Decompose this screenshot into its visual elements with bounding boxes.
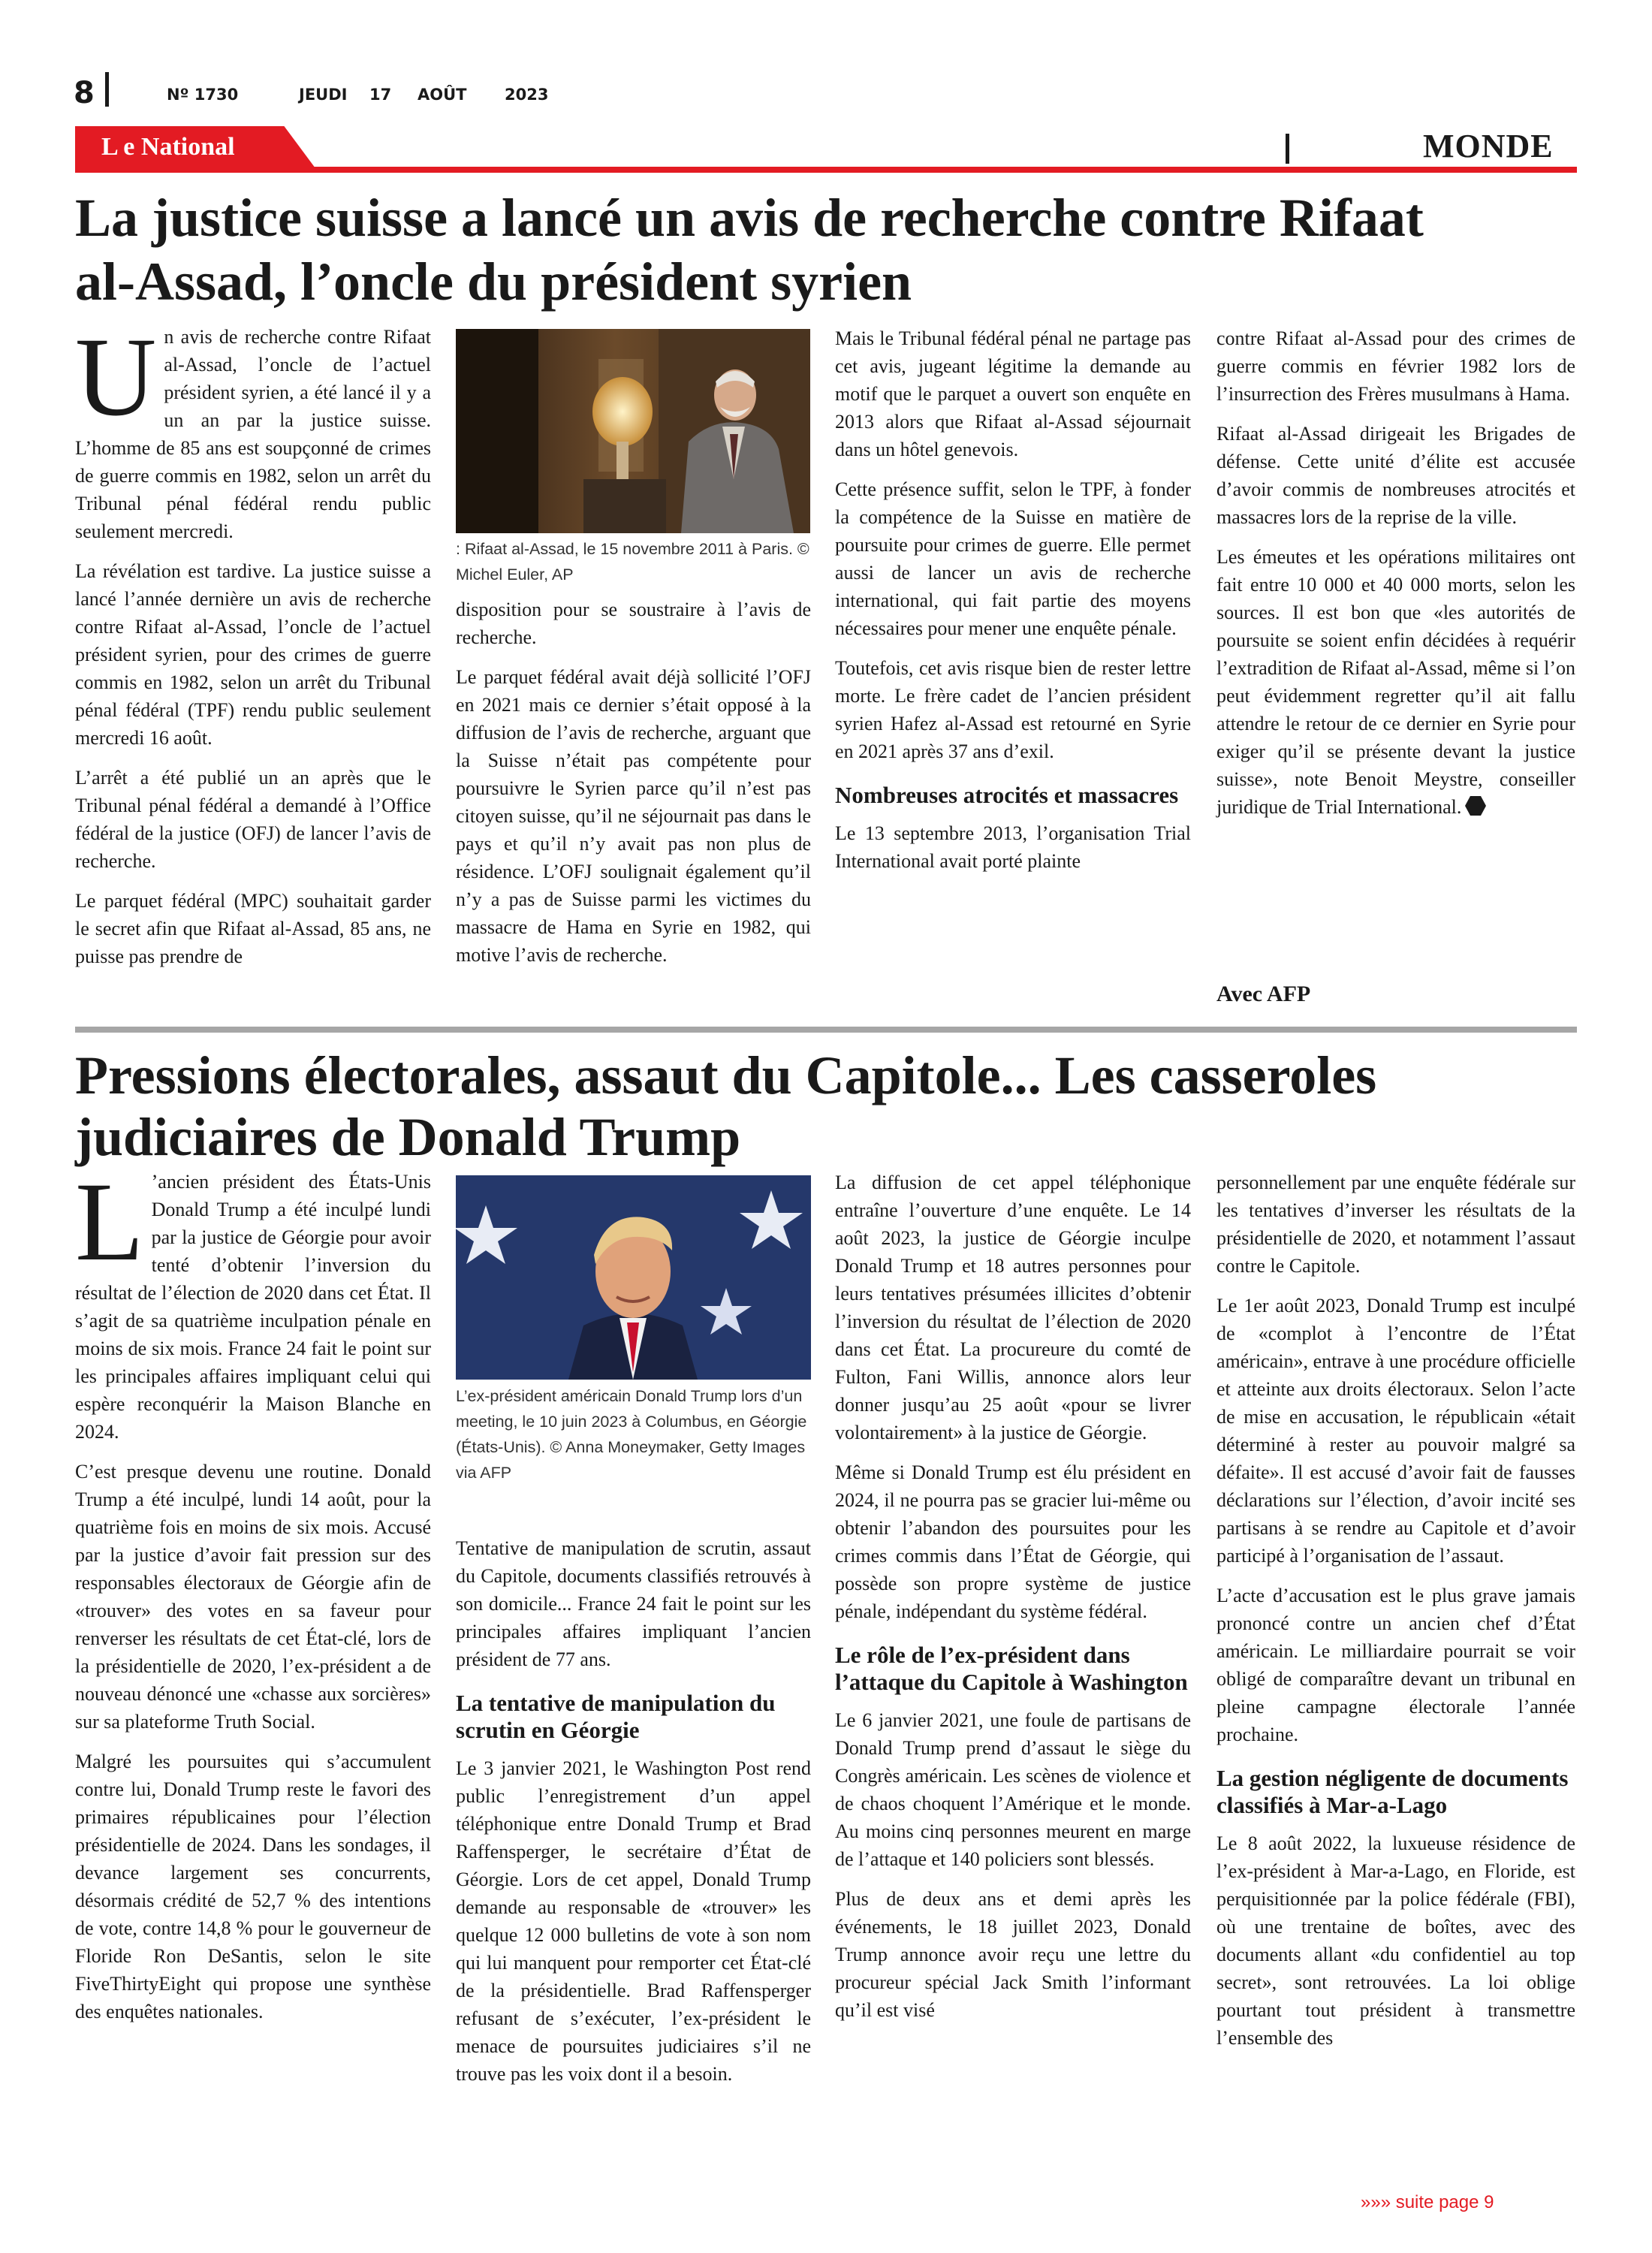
article1-column-3 xyxy=(835,324,1191,887)
article1-paragraph: Toutefois, cet avis risque bien de rester lettre morte. Le frère cadet de l’ancien président syrien Hafez al-Assad est retourné en Syrie en 2021 après 37 ans d’exil. xyxy=(835,657,1191,762)
article2-subheading: La gestion négligente de documents classifiés à Mar-a-Lago xyxy=(1216,1765,1569,1818)
article1-drop-cap: U xyxy=(75,315,157,439)
article1-paragraph: La révélation est tardive. La justice suisse a lancé l’année dernière un avis de recherche contre Rifaat al-Assad, l’oncle de l’actuel président syrien, pour des crimes de guerre commis en 1982, selon un arrêt du Tribunal pénal fédéral (TPF) rendu public seulement mercredi 16 août. xyxy=(75,560,431,749)
article2-paragraph: Le 1er août 2023, Donald Trump est inculpé de «complot à l’encontre de l’État américain», entrave à une procédure officielle et atteinte aux droits électoraux. Selon l’acte de mise en accusation, le républicain «était déterminé à rester au pouvoir malgré sa défaite». Il est accusé d’avoir fait de fausses déclarations sur l’élection, d’avoir incité ses partisans à se rendre au Capitole et d’avoir participé à l’organisation de l’assaut. xyxy=(1216,1295,1575,1567)
article2-paragraph: Le 6 janvier 2021, une foule de partisans de Donald Trump prend d’assaut le siège du Congrès américain. Les scènes de violence et de chaos choquent l’Amérique et le monde. Au moins cinq personnes meurent en marge de l’attaque et 140 policiers sont blessés. xyxy=(835,1709,1191,1870)
article2-column-4 xyxy=(1216,1169,1575,2064)
article2-paragraph: personnellement par une enquête fédérale sur les tentatives d’inverser les résultats de la présidentielle de 2020, et notamment l’assaut contre le Capitole. xyxy=(1216,1172,1575,1277)
article2-paragraph: Plus de deux ans et demi après les événements, le 18 juillet 2023, Donald Trump annonce avoir reçu une lettre du procureur spécial Jack Smith l’informant qu’il est visé xyxy=(835,1888,1191,2021)
article2-paragraph: Même si Donald Trump est élu président en 2024, il ne pourra pas se gracier lui-même ou obtenir l’abandon des poursuites pour les crimes commis dans l’État de Géorgie, qui possède son propre système de justice pénale, indépendant du système fédéral. xyxy=(835,1461,1191,1622)
publication-name: L e National xyxy=(101,133,235,161)
article2-paragraph: L’acte d’accusation est le plus grave jamais prononcé contre un ancien chef d’État américain. Le milliardaire pourrait se voir obligé de comparaître devant un tribunal en pleine campagne électorale l’année prochaine. xyxy=(1216,1585,1575,1745)
article1-column-2 xyxy=(456,596,811,981)
article1-paragraph: Le parquet fédéral (MPC) souhaitait garder le secret afin que Rifaat al-Assad, 85 ans, ne puisse pas prendre de xyxy=(75,890,431,967)
article1-paragraph: n avis de recherche contre Rifaat al-Assad, l’oncle de l’actuel président syrien, a été lancé il y a un an par la justice suisse. L’homme de 85 ans est soupçonné de crimes de guerre commis en 1982, selon un arrêt du Tribunal pénal fédéral rendu public seulement mercredi. xyxy=(75,326,431,542)
article1-closing-text: Les émeutes et les opérations militaires ont fait entre 10 000 et 40 000 morts, selon les sources. Il est bon que «les autorités de poursuite se soient enfin décidées à requérir l’extradition de Rifaat al-Assad, même si l’on peut évidemment regretter qu’il ait fallu attendre le retour de ce dernier en Syrie pour exiger qu’il se présente devant la justice suisse», note Benoit Meystre, conseiller juridique de Trial International. xyxy=(1216,546,1575,818)
issue-year: 2023 xyxy=(505,86,549,104)
article1-headline-line2: al-Assad, l’oncle du président syrien xyxy=(75,252,912,312)
article2-subheading: Le rôle de l’ex-président dans l’attaque du Capitole à Washington xyxy=(835,1642,1188,1695)
issue-month: AOÛT xyxy=(418,86,467,104)
article1-paragraph: disposition pour se soustraire à l’avis de recherche. xyxy=(456,599,811,648)
article1-paragraph: L’arrêt a été publié un an après que le Tribunal pénal fédéral a demandé à l’Office fédéral de la justice (OFJ) de lancer l’avis de recherche. xyxy=(75,767,431,872)
folio-divider xyxy=(105,72,109,107)
article2-paragraph: ’ancien président des États-Unis Donald Trump a été inculpé lundi par la justice de Géorgie pour avoir tenté d’obtenir l’inversion du résultat de l’élection de 2020 dans cet État. Il s’agit de sa quatrième inculpation pénale en moins de six mois. France 24 fait le point sur les principales affaires impliquant celui qui espère reconquérir la Maison Blanche en 2024. xyxy=(75,1171,431,1443)
article2-paragraph: C’est presque devenu une routine. Donald Trump a été inculpé, lundi 14 août, pour la quatrième fois en moins de six mois. Accusé par la justice d’avoir fait pression sur des responsables électoraux de Géorgie afin de «trouver» des votes en sa faveur pour renverser les résultats de cet État-clé, lors de la présidentielle de 2020, l’ex-président a de nouveau dénoncé une «chasse aux sorcières» sur sa plateforme Truth Social. xyxy=(75,1461,431,1733)
article1-paragraph: Rifaat al-Assad dirigeait les Brigades de défense. Cette unité d’élite est accusée d’avoir commis de nombreuses atrocités et massacres lors de la reprise de la ville. xyxy=(1216,423,1575,528)
portrait-photo-icon xyxy=(456,329,810,533)
section-title: MONDE xyxy=(1423,128,1554,164)
article1-paragraph: Le parquet fédéral avait déjà sollicité l’OFJ en 2021 mais ce dernier s’était opposé à la diffusion de l’avis de recherche, arguant que la Suisse n’était pas compétente pour poursuivre le Syrien parce qu’il n’est pas citoyen suisse, qu’il ne séjournait pas dans le pays et qu’il n’y avait pas non plus de résidence. L’OFJ soulignait également qu’il n’y a pas de Suisse parmi les victimes du massacre de Hama en Syrie en 1982, qui motive l’avis de recherche. xyxy=(456,666,811,966)
end-of-article-hexagon-icon xyxy=(1464,795,1487,816)
article2-column-1 xyxy=(75,1160,431,2037)
article1-subheading: Nombreuses atrocités et massacres xyxy=(835,782,1179,808)
article2-subheading: La tentative de manipulation du scrutin en Géorgie xyxy=(456,1690,776,1743)
section-divider xyxy=(1286,134,1289,164)
article1-paragraph: Mais le Tribunal fédéral pénal ne partage pas cet avis, jugeant légitime la demande au motif que le parquet a ouvert son enquête en 2013 alors que Rifaat al-Assad séjournait dans un hôtel genevois. xyxy=(835,327,1191,460)
article1-paragraph: Cette présence suffit, selon le TPF, à fonder la compétence de la Suisse en matière de poursuite pour crimes de guerre. Elle permet aussi de lancer un avis de recherche international, qui fait partie des moyens nécessaires pour mener une enquête pénale. xyxy=(835,478,1191,639)
article-separator xyxy=(75,1027,1577,1033)
issue-weekday: JEUDI xyxy=(299,86,348,104)
article2-paragraph: Tentative de manipulation de scrutin, assaut du Capitole, documents classifiés retrouvés à son domicile... France 24 fait le point sur les principales affaires impliquant l’ancien président de 77 ans. xyxy=(456,1537,811,1670)
article2-column-2 xyxy=(456,1534,811,2100)
article2-paragraph: Le 8 août 2022, la luxueuse résidence de l’ex-président à Mar-a-Lago, en Floride, est perquisitionnée par la police fédérale (FBI), où une trentaine de boîtes, avec des documents allant «du confidentiel au top secret», sont retrouvées. La loi oblige pourtant tout président à transmettre l’ensemble des xyxy=(1216,1832,1575,2049)
article2-headline-line2: judiciaires de Donald Trump xyxy=(75,1107,741,1167)
article2-photo-caption: L’ex-président américain Donald Trump lors d’un meeting, le 10 juin 2023 à Columbus, en Géorgie (États-Unis). © Anna Moneymaker, Getty Images via AFP xyxy=(456,1387,807,1482)
article2-paragraph: Malgré les poursuites qui s’accumulent contre lui, Donald Trump reste le favori des primaires républicaines pour l’élection présidentielle de 2024. Dans les sondages, il devance largement ses concurrents, désormais crédité de 52,7 % des intentions de vote, contre 14,8 % pour le gouverneur de Floride Ron DeSantis, selon le site FiveThirtyEight qui propose une synthèse des enquêtes nationales. xyxy=(75,1751,431,2022)
page-number: 8 xyxy=(74,76,95,110)
article2-photo xyxy=(456,1175,811,1380)
article2-drop-cap: L xyxy=(75,1160,144,1284)
article2-paragraph: Le 3 janvier 2021, le Washington Post rend public l’enregistrement d’un appel téléphonique entre Donald Trump et Brad Raffensperger, le secrétaire d’État de Géorgie. Lors de cet appel, Donald Trump demande au responsable de «trouver» les quelque 12 000 bulletins de vote à son nom qui lui manquent pour remporter cet État-clé de la présidentielle. Brad Raffensperger refusant de s’exécuter, l’ex-président le menace de poursuites judiciaires s’il ne trouve pas les voix dont il a besoin. xyxy=(456,1757,811,2085)
article2-headline-line1: Pressions électorales, assaut du Capitole... Les casseroles xyxy=(75,1045,1377,1105)
trump-flag-photo-icon xyxy=(456,1175,811,1380)
article1-headline-line1: La justice suisse a lancé un avis de recherche contre Rifaat xyxy=(75,188,1424,248)
article1-column-4 xyxy=(1216,324,1575,821)
article1-paragraph: contre Rifaat al-Assad pour des crimes de guerre commis en février 1982 lors de l’insurrection des Frères musulmans à Hama. xyxy=(1216,327,1575,405)
article1-paragraph xyxy=(1216,543,1575,821)
article1-column-1 xyxy=(75,315,431,982)
article1-photo-caption: : Rifaat al-Assad, le 15 novembre 2011 à Paris. © Michel Euler, AP xyxy=(456,540,809,584)
issue-number: Nº 1730 xyxy=(167,86,239,104)
article1-paragraph: Le 13 septembre 2013, l’organisation Trial International avait porté plainte xyxy=(835,822,1191,872)
article2-column-3 xyxy=(835,1169,1191,2036)
issue-day: 17 xyxy=(369,86,392,104)
article1-photo xyxy=(456,329,810,533)
article1-byline: Avec AFP xyxy=(1216,982,1311,1006)
continued-on-page-link[interactable]: »»» suite page 9 xyxy=(1361,2192,1494,2212)
article2-paragraph: La diffusion de cet appel téléphonique entraîne l’ouverture d’une enquête. Le 14 août 2023, la justice de Géorgie inculpe Donald Trump et 18 autres personnes pour leurs tentatives présumées illicites d’obtenir l’inversion du résultat de l’élection de 2020 dans cet État. La procureure du comté de Fulton, Fani Willis, annonce alors leur donner jusqu’au 25 août «pour se livrer volontairement» à la justice de Géorgie. xyxy=(835,1172,1191,1443)
header-rule xyxy=(75,167,1577,173)
